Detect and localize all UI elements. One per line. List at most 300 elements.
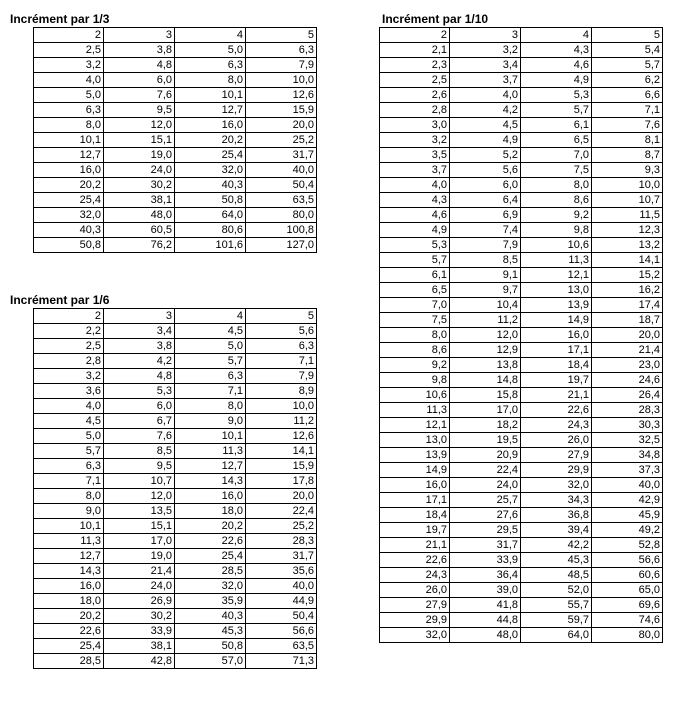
table-header-row [380, 28, 663, 43]
table-cell: 16,0 [380, 478, 450, 493]
table-cell: 2 [380, 28, 450, 43]
table-cell: 39,0 [450, 583, 521, 598]
table-cell: 6,3 [34, 459, 104, 474]
table-cell: 32,0 [175, 579, 246, 594]
table-cell: 11,3 [380, 403, 450, 418]
table-cell: 22,6 [175, 534, 246, 549]
table-cell: 3,7 [450, 73, 521, 88]
table-cell: 6,4 [450, 193, 521, 208]
table-cell: 6,3 [34, 103, 104, 118]
table-cell: 18,4 [380, 508, 450, 523]
table-cell: 10,6 [380, 388, 450, 403]
table-cell: 2,2 [34, 324, 104, 339]
table-cell: 3,4 [450, 58, 521, 73]
table-cell: 31,7 [246, 148, 317, 163]
table-cell: 2 [34, 28, 104, 43]
table-row [34, 549, 317, 564]
table-cell: 5,3 [104, 384, 175, 399]
table-row [34, 384, 317, 399]
table-cell: 13,9 [380, 448, 450, 463]
table-cell: 29,9 [380, 613, 450, 628]
table-row [380, 178, 663, 193]
table-row [380, 268, 663, 283]
table-cell: 11,2 [246, 414, 317, 429]
table-cell: 18,4 [521, 358, 592, 373]
table-row [380, 598, 663, 613]
table-cell: 17,8 [246, 474, 317, 489]
table-block-tenth [382, 12, 663, 643]
table-cell: 36,8 [521, 508, 592, 523]
table-cell: 14,1 [592, 253, 663, 268]
table-cell: 52,0 [521, 583, 592, 598]
table-cell: 25,2 [246, 519, 317, 534]
table-cell: 8,5 [104, 444, 175, 459]
table-cell: 4,3 [380, 193, 450, 208]
table-cell: 8,0 [34, 118, 104, 133]
table-cell: 13,0 [521, 283, 592, 298]
table-cell: 3,2 [450, 43, 521, 58]
table-row [380, 538, 663, 553]
table-cell: 5,7 [175, 354, 246, 369]
table-cell: 18,0 [34, 594, 104, 609]
table-cell: 4,2 [104, 354, 175, 369]
table-cell: 50,8 [175, 193, 246, 208]
table-cell: 50,8 [34, 238, 104, 253]
table-cell: 127,0 [246, 238, 317, 253]
table-cell: 7,9 [450, 238, 521, 253]
table-cell: 40,3 [175, 609, 246, 624]
table-cell: 7,5 [380, 313, 450, 328]
table-cell: 31,7 [450, 538, 521, 553]
table-cell: 5 [592, 28, 663, 43]
table-cell: 2,1 [380, 43, 450, 58]
table-cell: 50,8 [175, 639, 246, 654]
table-cell: 3,6 [34, 384, 104, 399]
table-cell: 6,2 [592, 73, 663, 88]
table-cell: 17,0 [104, 534, 175, 549]
table-cell: 29,9 [521, 463, 592, 478]
table-cell: 8,6 [380, 343, 450, 358]
table-cell: 19,0 [104, 148, 175, 163]
table-cell: 32,0 [521, 478, 592, 493]
table-cell: 10,7 [592, 193, 663, 208]
table-cell: 26,4 [592, 388, 663, 403]
table-cell: 50,4 [246, 609, 317, 624]
table-cell: 14,3 [175, 474, 246, 489]
table-cell: 12,7 [175, 103, 246, 118]
table-cell: 32,0 [380, 628, 450, 643]
table-cell: 3,8 [104, 339, 175, 354]
table-cell: 55,7 [521, 598, 592, 613]
table-cell: 19,7 [521, 373, 592, 388]
table-cell: 57,0 [175, 654, 246, 669]
table-cell: 4,8 [104, 369, 175, 384]
table-cell: 13,2 [592, 238, 663, 253]
table-cell: 11,5 [592, 208, 663, 223]
table-row [34, 624, 317, 639]
table-cell: 27,9 [380, 598, 450, 613]
table-cell: 5,0 [175, 43, 246, 58]
table-row [34, 654, 317, 669]
table-cell: 21,4 [592, 343, 663, 358]
table-cell: 6,6 [592, 88, 663, 103]
table-row [34, 208, 317, 223]
table-cell: 40,3 [34, 223, 104, 238]
table-cell: 24,0 [450, 478, 521, 493]
table-cell: 28,3 [592, 403, 663, 418]
table-cell: 9,7 [450, 283, 521, 298]
table-cell: 5,3 [380, 238, 450, 253]
table-cell: 63,5 [246, 193, 317, 208]
table-cell: 39,4 [521, 523, 592, 538]
table-cell: 4 [175, 309, 246, 324]
table-cell: 9,1 [450, 268, 521, 283]
table-cell: 5,3 [521, 88, 592, 103]
table-cell: 13,5 [104, 504, 175, 519]
table-row [34, 73, 317, 88]
table-cell: 25,4 [175, 148, 246, 163]
table-cell: 4,3 [521, 43, 592, 58]
table-cell: 13,0 [380, 433, 450, 448]
table-cell: 19,7 [380, 523, 450, 538]
table-row [380, 433, 663, 448]
table-cell: 19,0 [104, 549, 175, 564]
table-cell: 49,2 [592, 523, 663, 538]
table-cell: 28,5 [34, 654, 104, 669]
table-cell: 3,2 [380, 133, 450, 148]
table-cell: 7,1 [34, 474, 104, 489]
table-row [380, 508, 663, 523]
table-row [380, 193, 663, 208]
table-cell: 16,0 [175, 489, 246, 504]
table-cell: 45,3 [175, 624, 246, 639]
table-cell: 9,3 [592, 163, 663, 178]
table-cell: 14,9 [380, 463, 450, 478]
table-cell: 4,0 [34, 399, 104, 414]
table-row [34, 223, 317, 238]
table-row [34, 118, 317, 133]
table-row [34, 429, 317, 444]
table-cell: 35,9 [175, 594, 246, 609]
table-row [380, 418, 663, 433]
increment-table [33, 27, 317, 253]
table-cell: 8,0 [521, 178, 592, 193]
table-cell: 6,3 [246, 339, 317, 354]
table-cell: 8,9 [246, 384, 317, 399]
table-row [34, 414, 317, 429]
table-cell: 22,4 [450, 463, 521, 478]
table-cell: 9,0 [175, 414, 246, 429]
table-cell: 2,5 [34, 43, 104, 58]
table-row [34, 444, 317, 459]
table-row [380, 403, 663, 418]
table-cell: 32,5 [592, 433, 663, 448]
table-row [34, 133, 317, 148]
table-row [380, 493, 663, 508]
table-block-third [10, 12, 317, 253]
table-cell: 6,5 [380, 283, 450, 298]
table-cell: 22,6 [34, 624, 104, 639]
table-row [34, 639, 317, 654]
table-cell: 20,2 [34, 178, 104, 193]
table-cell: 18,0 [175, 504, 246, 519]
table-cell: 64,0 [175, 208, 246, 223]
table-cell: 45,3 [521, 553, 592, 568]
table-row [34, 579, 317, 594]
table-cell: 40,3 [175, 178, 246, 193]
table-cell: 7,5 [521, 163, 592, 178]
table-row [380, 568, 663, 583]
table-row [380, 613, 663, 628]
table-cell: 20,0 [592, 328, 663, 343]
table-cell: 7,6 [104, 88, 175, 103]
table-cell: 8,5 [450, 253, 521, 268]
table-cell: 8,0 [380, 328, 450, 343]
table-cell: 5,7 [521, 103, 592, 118]
table-cell: 16,0 [34, 163, 104, 178]
table-cell: 10,4 [450, 298, 521, 313]
table-row [34, 489, 317, 504]
table-cell: 15,8 [450, 388, 521, 403]
table-cell: 74,6 [592, 613, 663, 628]
table-cell: 16,0 [521, 328, 592, 343]
table-row [380, 628, 663, 643]
table-cell: 12,7 [34, 148, 104, 163]
table-row [380, 118, 663, 133]
table-cell: 2,5 [34, 339, 104, 354]
table-cell: 28,3 [246, 534, 317, 549]
table-row [380, 463, 663, 478]
table-cell: 26,0 [380, 583, 450, 598]
table-cell: 9,8 [521, 223, 592, 238]
table-row [34, 399, 317, 414]
table-cell: 32,0 [175, 163, 246, 178]
table-cell: 3,0 [380, 118, 450, 133]
table-cell: 24,6 [592, 373, 663, 388]
table-row [34, 594, 317, 609]
table-cell: 60,6 [592, 568, 663, 583]
table-cell: 4 [175, 28, 246, 43]
table-cell: 25,4 [34, 639, 104, 654]
table-row [380, 133, 663, 148]
table-row [380, 448, 663, 463]
table-cell: 6,0 [104, 73, 175, 88]
table-cell: 15,1 [104, 133, 175, 148]
table-cell: 56,6 [246, 624, 317, 639]
table-cell: 10,0 [592, 178, 663, 193]
table-row [380, 283, 663, 298]
table-row [34, 178, 317, 193]
table-block-sixth [10, 293, 317, 669]
table-row [34, 504, 317, 519]
table-cell: 50,4 [246, 178, 317, 193]
table-row [34, 163, 317, 178]
table-cell: 2,3 [380, 58, 450, 73]
table-cell: 12,3 [592, 223, 663, 238]
table-row [380, 73, 663, 88]
table-cell: 3,7 [380, 163, 450, 178]
table-row [34, 43, 317, 58]
table-cell: 4,9 [380, 223, 450, 238]
table-cell: 12,0 [104, 118, 175, 133]
table-cell: 64,0 [521, 628, 592, 643]
table-cell: 4,5 [175, 324, 246, 339]
table-row [34, 339, 317, 354]
table-cell: 10,1 [34, 519, 104, 534]
table-row [34, 324, 317, 339]
table-row [380, 553, 663, 568]
table-cell: 3,8 [104, 43, 175, 58]
table-cell: 5,7 [592, 58, 663, 73]
table-cell: 6,3 [175, 58, 246, 73]
table-cell: 20,2 [175, 519, 246, 534]
table-cell: 41,8 [450, 598, 521, 613]
table-cell: 6,1 [521, 118, 592, 133]
table-cell: 40,0 [246, 163, 317, 178]
table-cell: 2,8 [380, 103, 450, 118]
increment-table [379, 27, 663, 643]
table-row [34, 88, 317, 103]
table-cell: 26,9 [104, 594, 175, 609]
table-cell: 101,6 [175, 238, 246, 253]
table-cell: 12,0 [104, 489, 175, 504]
table-row [380, 253, 663, 268]
table-row [380, 313, 663, 328]
table-row [34, 519, 317, 534]
table-row [380, 373, 663, 388]
table-row [380, 478, 663, 493]
table-row [380, 328, 663, 343]
table-row [34, 103, 317, 118]
table-cell: 12,0 [450, 328, 521, 343]
table-row [380, 148, 663, 163]
table-cell: 9,5 [104, 459, 175, 474]
table-cell: 10,1 [175, 88, 246, 103]
table-cell: 30,2 [104, 178, 175, 193]
table-cell: 5,0 [34, 88, 104, 103]
table-cell: 7,9 [246, 369, 317, 384]
table-cell: 12,1 [521, 268, 592, 283]
table-cell: 63,5 [246, 639, 317, 654]
table-cell: 24,3 [521, 418, 592, 433]
table-cell: 16,0 [175, 118, 246, 133]
table-cell: 17,1 [380, 493, 450, 508]
table-cell: 9,2 [380, 358, 450, 373]
table-cell: 37,3 [592, 463, 663, 478]
table-cell: 7,1 [175, 384, 246, 399]
table-cell: 40,0 [592, 478, 663, 493]
table-cell: 80,0 [592, 628, 663, 643]
table-cell: 44,9 [246, 594, 317, 609]
table-row [34, 369, 317, 384]
table-cell: 7,6 [592, 118, 663, 133]
table-row [380, 208, 663, 223]
table-cell: 4,5 [450, 118, 521, 133]
table-cell: 6,3 [246, 43, 317, 58]
table-cell: 80,0 [246, 208, 317, 223]
table-cell: 20,2 [34, 609, 104, 624]
table-cell: 7,0 [521, 148, 592, 163]
table-cell: 42,2 [521, 538, 592, 553]
table-cell: 6,7 [104, 414, 175, 429]
table-cell: 34,3 [521, 493, 592, 508]
table-cell: 38,1 [104, 639, 175, 654]
table-row [380, 163, 663, 178]
table-cell: 9,5 [104, 103, 175, 118]
table-title: Incrément par 1/10 [382, 12, 489, 26]
table-cell: 28,5 [175, 564, 246, 579]
table-cell: 25,4 [34, 193, 104, 208]
table-cell: 60,5 [104, 223, 175, 238]
table-cell: 4 [521, 28, 592, 43]
table-cell: 26,0 [521, 433, 592, 448]
table-row [380, 238, 663, 253]
table-row [34, 58, 317, 73]
table-cell: 2,5 [380, 73, 450, 88]
table-cell: 22,4 [246, 504, 317, 519]
table-row [380, 298, 663, 313]
table-title: Incrément par 1/3 [10, 12, 110, 26]
table-cell: 2,8 [34, 354, 104, 369]
table-row [380, 388, 663, 403]
table-row [380, 223, 663, 238]
table-row [380, 88, 663, 103]
table-cell: 22,6 [521, 403, 592, 418]
table-cell: 10,7 [104, 474, 175, 489]
table-cell: 12,9 [450, 343, 521, 358]
table-cell: 6,3 [175, 369, 246, 384]
table-cell: 65,0 [592, 583, 663, 598]
table-title: Incrément par 1/6 [10, 293, 110, 307]
table-cell: 8,0 [34, 489, 104, 504]
table-row [34, 193, 317, 208]
table-cell: 24,0 [104, 163, 175, 178]
table-row [34, 148, 317, 163]
table-cell: 11,2 [450, 313, 521, 328]
table-cell: 20,0 [246, 118, 317, 133]
table-row [380, 343, 663, 358]
table-cell: 56,6 [592, 553, 663, 568]
table-row [34, 474, 317, 489]
table-cell: 5,0 [175, 339, 246, 354]
table-cell: 9,0 [34, 504, 104, 519]
table-cell: 3 [104, 309, 175, 324]
table-cell: 7,1 [592, 103, 663, 118]
table-cell: 10,1 [34, 133, 104, 148]
table-cell: 8,1 [592, 133, 663, 148]
table-cell: 4,5 [34, 414, 104, 429]
table-cell: 4,0 [34, 73, 104, 88]
table-cell: 7,0 [380, 298, 450, 313]
table-cell: 42,8 [104, 654, 175, 669]
table-cell: 45,9 [592, 508, 663, 523]
table-row [34, 534, 317, 549]
table-cell: 10,0 [246, 73, 317, 88]
table-cell: 19,5 [450, 433, 521, 448]
table-cell: 31,7 [246, 549, 317, 564]
table-cell: 5,4 [592, 43, 663, 58]
table-cell: 8,6 [521, 193, 592, 208]
table-row [34, 354, 317, 369]
table-cell: 12,7 [175, 459, 246, 474]
increment-table [33, 308, 317, 669]
table-cell: 16,0 [34, 579, 104, 594]
table-cell: 18,7 [592, 313, 663, 328]
table-cell: 7,1 [246, 354, 317, 369]
table-row [34, 564, 317, 579]
table-row [380, 583, 663, 598]
table-cell: 20,0 [246, 489, 317, 504]
